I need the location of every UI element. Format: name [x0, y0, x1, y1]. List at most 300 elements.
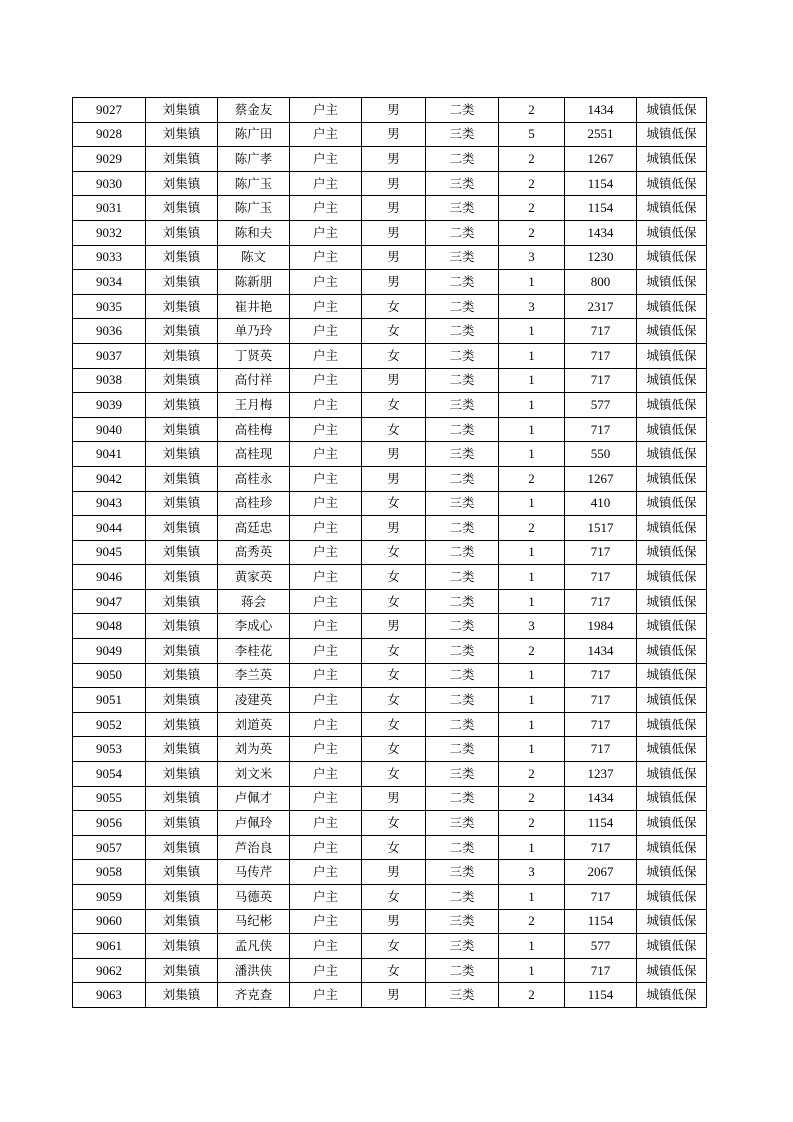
record-id-cell: 9046 [73, 565, 146, 590]
roster-table [72, 97, 707, 1008]
gender-cell: 男 [362, 171, 426, 196]
category-cell: 三类 [426, 909, 499, 934]
record-id-cell: 9032 [73, 220, 146, 245]
township-cell: 刘集镇 [146, 245, 218, 270]
amount-cell: 2317 [565, 294, 637, 319]
township-cell: 刘集镇 [146, 319, 218, 344]
gender-cell: 男 [362, 122, 426, 147]
township-cell: 刘集镇 [146, 171, 218, 196]
gender-cell: 女 [362, 811, 426, 836]
category-cell: 三类 [426, 196, 499, 221]
table-row [73, 639, 707, 664]
gender-cell: 女 [362, 712, 426, 737]
category-cell: 二类 [426, 220, 499, 245]
table-row [73, 589, 707, 614]
category-cell: 二类 [426, 147, 499, 172]
assistance-type-cell: 城镇低保 [637, 147, 707, 172]
name-cell: 单乃玲 [218, 319, 290, 344]
assistance-type-cell: 城镇低保 [637, 393, 707, 418]
amount-cell: 1434 [565, 786, 637, 811]
relation-cell: 户主 [290, 762, 362, 787]
assistance-type-cell: 城镇低保 [637, 466, 707, 491]
amount-cell: 1267 [565, 147, 637, 172]
category-cell: 二类 [426, 589, 499, 614]
table-row [73, 786, 707, 811]
table-row [73, 491, 707, 516]
category-cell: 三类 [426, 122, 499, 147]
name-cell: 卢佩才 [218, 786, 290, 811]
assistance-type-cell: 城镇低保 [637, 294, 707, 319]
roster-body [73, 98, 707, 1008]
table-row [73, 220, 707, 245]
category-cell: 二类 [426, 540, 499, 565]
amount-cell: 1154 [565, 171, 637, 196]
record-id-cell: 9058 [73, 860, 146, 885]
assistance-type-cell: 城镇低保 [637, 540, 707, 565]
table-row [73, 983, 707, 1008]
gender-cell: 女 [362, 343, 426, 368]
household-size-cell: 2 [499, 147, 565, 172]
category-cell: 二类 [426, 712, 499, 737]
relation-cell: 户主 [290, 983, 362, 1008]
household-size-cell: 1 [499, 368, 565, 393]
township-cell: 刘集镇 [146, 688, 218, 713]
amount-cell: 717 [565, 663, 637, 688]
amount-cell: 717 [565, 319, 637, 344]
category-cell: 二类 [426, 885, 499, 910]
category-cell: 二类 [426, 319, 499, 344]
gender-cell: 女 [362, 589, 426, 614]
household-size-cell: 2 [499, 196, 565, 221]
relation-cell: 户主 [290, 368, 362, 393]
gender-cell: 女 [362, 885, 426, 910]
assistance-type-cell: 城镇低保 [637, 171, 707, 196]
table-row [73, 860, 707, 885]
category-cell: 二类 [426, 737, 499, 762]
household-size-cell: 2 [499, 909, 565, 934]
table-row [73, 958, 707, 983]
gender-cell: 男 [362, 196, 426, 221]
table-row [73, 885, 707, 910]
category-cell: 二类 [426, 565, 499, 590]
table-row [73, 516, 707, 541]
name-cell: 凌建英 [218, 688, 290, 713]
gender-cell: 女 [362, 934, 426, 959]
relation-cell: 户主 [290, 442, 362, 467]
record-id-cell: 9061 [73, 934, 146, 959]
name-cell: 李成心 [218, 614, 290, 639]
table-row [73, 368, 707, 393]
table-row [73, 343, 707, 368]
assistance-type-cell: 城镇低保 [637, 786, 707, 811]
relation-cell: 户主 [290, 540, 362, 565]
name-cell: 马纪彬 [218, 909, 290, 934]
township-cell: 刘集镇 [146, 417, 218, 442]
gender-cell: 女 [362, 319, 426, 344]
record-id-cell: 9027 [73, 98, 146, 123]
record-id-cell: 9055 [73, 786, 146, 811]
assistance-type-cell: 城镇低保 [637, 491, 707, 516]
gender-cell: 男 [362, 270, 426, 295]
name-cell: 李桂花 [218, 639, 290, 664]
township-cell: 刘集镇 [146, 835, 218, 860]
table-row [73, 663, 707, 688]
record-id-cell: 9060 [73, 909, 146, 934]
assistance-type-cell: 城镇低保 [637, 958, 707, 983]
amount-cell: 1230 [565, 245, 637, 270]
record-id-cell: 9062 [73, 958, 146, 983]
household-size-cell: 1 [499, 688, 565, 713]
category-cell: 二类 [426, 958, 499, 983]
assistance-type-cell: 城镇低保 [637, 934, 707, 959]
amount-cell: 1434 [565, 639, 637, 664]
record-id-cell: 9050 [73, 663, 146, 688]
record-id-cell: 9035 [73, 294, 146, 319]
category-cell: 三类 [426, 934, 499, 959]
category-cell: 三类 [426, 245, 499, 270]
table-row [73, 614, 707, 639]
amount-cell: 717 [565, 712, 637, 737]
category-cell: 三类 [426, 762, 499, 787]
gender-cell: 女 [362, 688, 426, 713]
amount-cell: 2067 [565, 860, 637, 885]
name-cell: 高桂现 [218, 442, 290, 467]
table-row [73, 294, 707, 319]
name-cell: 马德英 [218, 885, 290, 910]
township-cell: 刘集镇 [146, 712, 218, 737]
relation-cell: 户主 [290, 319, 362, 344]
township-cell: 刘集镇 [146, 368, 218, 393]
category-cell: 二类 [426, 516, 499, 541]
record-id-cell: 9028 [73, 122, 146, 147]
name-cell: 刘为英 [218, 737, 290, 762]
amount-cell: 717 [565, 343, 637, 368]
relation-cell: 户主 [290, 860, 362, 885]
relation-cell: 户主 [290, 565, 362, 590]
assistance-type-cell: 城镇低保 [637, 270, 707, 295]
record-id-cell: 9031 [73, 196, 146, 221]
name-cell: 刘文米 [218, 762, 290, 787]
name-cell: 崔井艳 [218, 294, 290, 319]
relation-cell: 户主 [290, 466, 362, 491]
amount-cell: 717 [565, 565, 637, 590]
category-cell: 二类 [426, 343, 499, 368]
gender-cell: 男 [362, 860, 426, 885]
relation-cell: 户主 [290, 811, 362, 836]
township-cell: 刘集镇 [146, 442, 218, 467]
assistance-type-cell: 城镇低保 [637, 639, 707, 664]
record-id-cell: 9037 [73, 343, 146, 368]
relation-cell: 户主 [290, 171, 362, 196]
name-cell: 马传芹 [218, 860, 290, 885]
table-row [73, 417, 707, 442]
household-size-cell: 1 [499, 565, 565, 590]
relation-cell: 户主 [290, 245, 362, 270]
relation-cell: 户主 [290, 786, 362, 811]
amount-cell: 1517 [565, 516, 637, 541]
record-id-cell: 9063 [73, 983, 146, 1008]
assistance-type-cell: 城镇低保 [637, 909, 707, 934]
category-cell: 二类 [426, 688, 499, 713]
name-cell: 丁贤英 [218, 343, 290, 368]
township-cell: 刘集镇 [146, 98, 218, 123]
gender-cell: 女 [362, 639, 426, 664]
name-cell: 蔡金友 [218, 98, 290, 123]
name-cell: 蒋会 [218, 589, 290, 614]
record-id-cell: 9057 [73, 835, 146, 860]
household-size-cell: 3 [499, 294, 565, 319]
amount-cell: 1434 [565, 98, 637, 123]
assistance-type-cell: 城镇低保 [637, 98, 707, 123]
relation-cell: 户主 [290, 491, 362, 516]
table-row [73, 98, 707, 123]
household-size-cell: 1 [499, 343, 565, 368]
assistance-type-cell: 城镇低保 [637, 516, 707, 541]
township-cell: 刘集镇 [146, 958, 218, 983]
township-cell: 刘集镇 [146, 122, 218, 147]
household-size-cell: 1 [499, 934, 565, 959]
assistance-type-cell: 城镇低保 [637, 835, 707, 860]
assistance-type-cell: 城镇低保 [637, 196, 707, 221]
record-id-cell: 9042 [73, 466, 146, 491]
relation-cell: 户主 [290, 614, 362, 639]
gender-cell: 男 [362, 220, 426, 245]
assistance-type-cell: 城镇低保 [637, 983, 707, 1008]
record-id-cell: 9029 [73, 147, 146, 172]
gender-cell: 女 [362, 762, 426, 787]
household-size-cell: 2 [499, 811, 565, 836]
township-cell: 刘集镇 [146, 614, 218, 639]
assistance-type-cell: 城镇低保 [637, 565, 707, 590]
name-cell: 高桂永 [218, 466, 290, 491]
table-row [73, 466, 707, 491]
household-size-cell: 3 [499, 614, 565, 639]
township-cell: 刘集镇 [146, 343, 218, 368]
name-cell: 王月梅 [218, 393, 290, 418]
amount-cell: 717 [565, 368, 637, 393]
category-cell: 三类 [426, 491, 499, 516]
household-size-cell: 2 [499, 639, 565, 664]
amount-cell: 717 [565, 737, 637, 762]
township-cell: 刘集镇 [146, 589, 218, 614]
gender-cell: 男 [362, 442, 426, 467]
assistance-type-cell: 城镇低保 [637, 663, 707, 688]
category-cell: 三类 [426, 442, 499, 467]
relation-cell: 户主 [290, 122, 362, 147]
assistance-type-cell: 城镇低保 [637, 417, 707, 442]
relation-cell: 户主 [290, 294, 362, 319]
amount-cell: 410 [565, 491, 637, 516]
record-id-cell: 9048 [73, 614, 146, 639]
household-size-cell: 5 [499, 122, 565, 147]
name-cell: 陈广田 [218, 122, 290, 147]
household-size-cell: 1 [499, 885, 565, 910]
household-size-cell: 1 [499, 737, 565, 762]
household-size-cell: 1 [499, 663, 565, 688]
gender-cell: 男 [362, 786, 426, 811]
table-row [73, 147, 707, 172]
category-cell: 二类 [426, 663, 499, 688]
township-cell: 刘集镇 [146, 540, 218, 565]
table-row [73, 171, 707, 196]
township-cell: 刘集镇 [146, 491, 218, 516]
gender-cell: 女 [362, 393, 426, 418]
name-cell: 高付祥 [218, 368, 290, 393]
category-cell: 二类 [426, 614, 499, 639]
township-cell: 刘集镇 [146, 220, 218, 245]
table-row [73, 811, 707, 836]
amount-cell: 1154 [565, 983, 637, 1008]
name-cell: 陈和夫 [218, 220, 290, 245]
assistance-type-cell: 城镇低保 [637, 319, 707, 344]
record-id-cell: 9045 [73, 540, 146, 565]
relation-cell: 户主 [290, 885, 362, 910]
relation-cell: 户主 [290, 737, 362, 762]
household-size-cell: 2 [499, 220, 565, 245]
assistance-type-cell: 城镇低保 [637, 589, 707, 614]
gender-cell: 男 [362, 909, 426, 934]
township-cell: 刘集镇 [146, 516, 218, 541]
assistance-type-cell: 城镇低保 [637, 762, 707, 787]
assistance-type-cell: 城镇低保 [637, 343, 707, 368]
household-size-cell: 1 [499, 958, 565, 983]
name-cell: 黄家英 [218, 565, 290, 590]
record-id-cell: 9053 [73, 737, 146, 762]
township-cell: 刘集镇 [146, 762, 218, 787]
table-row [73, 540, 707, 565]
assistance-type-cell: 城镇低保 [637, 737, 707, 762]
household-size-cell: 2 [499, 466, 565, 491]
household-size-cell: 2 [499, 98, 565, 123]
record-id-cell: 9039 [73, 393, 146, 418]
name-cell: 芦治良 [218, 835, 290, 860]
category-cell: 二类 [426, 270, 499, 295]
name-cell: 孟凡侠 [218, 934, 290, 959]
amount-cell: 2551 [565, 122, 637, 147]
amount-cell: 717 [565, 589, 637, 614]
assistance-type-cell: 城镇低保 [637, 368, 707, 393]
amount-cell: 1237 [565, 762, 637, 787]
household-size-cell: 3 [499, 245, 565, 270]
relation-cell: 户主 [290, 934, 362, 959]
gender-cell: 男 [362, 147, 426, 172]
township-cell: 刘集镇 [146, 565, 218, 590]
township-cell: 刘集镇 [146, 786, 218, 811]
gender-cell: 女 [362, 294, 426, 319]
name-cell: 高廷忠 [218, 516, 290, 541]
category-cell: 二类 [426, 835, 499, 860]
township-cell: 刘集镇 [146, 466, 218, 491]
name-cell: 卢佩玲 [218, 811, 290, 836]
relation-cell: 户主 [290, 589, 362, 614]
assistance-type-cell: 城镇低保 [637, 860, 707, 885]
amount-cell: 717 [565, 688, 637, 713]
gender-cell: 女 [362, 540, 426, 565]
township-cell: 刘集镇 [146, 639, 218, 664]
amount-cell: 717 [565, 958, 637, 983]
record-id-cell: 9030 [73, 171, 146, 196]
amount-cell: 1267 [565, 466, 637, 491]
amount-cell: 717 [565, 540, 637, 565]
category-cell: 三类 [426, 393, 499, 418]
relation-cell: 户主 [290, 270, 362, 295]
gender-cell: 女 [362, 835, 426, 860]
table-row [73, 319, 707, 344]
table-row [73, 737, 707, 762]
household-size-cell: 1 [499, 835, 565, 860]
table-row [73, 245, 707, 270]
gender-cell: 男 [362, 466, 426, 491]
relation-cell: 户主 [290, 147, 362, 172]
table-row [73, 909, 707, 934]
township-cell: 刘集镇 [146, 934, 218, 959]
amount-cell: 1434 [565, 220, 637, 245]
name-cell: 陈文 [218, 245, 290, 270]
gender-cell: 男 [362, 983, 426, 1008]
household-size-cell: 2 [499, 983, 565, 1008]
name-cell: 陈广孝 [218, 147, 290, 172]
name-cell: 李兰英 [218, 663, 290, 688]
category-cell: 二类 [426, 98, 499, 123]
relation-cell: 户主 [290, 639, 362, 664]
township-cell: 刘集镇 [146, 811, 218, 836]
relation-cell: 户主 [290, 663, 362, 688]
record-id-cell: 9056 [73, 811, 146, 836]
gender-cell: 女 [362, 491, 426, 516]
record-id-cell: 9044 [73, 516, 146, 541]
township-cell: 刘集镇 [146, 147, 218, 172]
name-cell: 刘道英 [218, 712, 290, 737]
township-cell: 刘集镇 [146, 860, 218, 885]
assistance-type-cell: 城镇低保 [637, 885, 707, 910]
gender-cell: 女 [362, 663, 426, 688]
category-cell: 二类 [426, 639, 499, 664]
table-row [73, 196, 707, 221]
township-cell: 刘集镇 [146, 294, 218, 319]
household-size-cell: 1 [499, 491, 565, 516]
record-id-cell: 9059 [73, 885, 146, 910]
assistance-type-cell: 城镇低保 [637, 442, 707, 467]
assistance-type-cell: 城镇低保 [637, 811, 707, 836]
category-cell: 三类 [426, 811, 499, 836]
category-cell: 二类 [426, 417, 499, 442]
record-id-cell: 9043 [73, 491, 146, 516]
category-cell: 二类 [426, 368, 499, 393]
assistance-type-cell: 城镇低保 [637, 220, 707, 245]
household-size-cell: 1 [499, 540, 565, 565]
table-row [73, 934, 707, 959]
township-cell: 刘集镇 [146, 196, 218, 221]
amount-cell: 1154 [565, 811, 637, 836]
relation-cell: 户主 [290, 688, 362, 713]
gender-cell: 女 [362, 417, 426, 442]
table-row [73, 688, 707, 713]
amount-cell: 1154 [565, 909, 637, 934]
table-row [73, 762, 707, 787]
name-cell: 高桂珍 [218, 491, 290, 516]
township-cell: 刘集镇 [146, 885, 218, 910]
name-cell: 陈新朋 [218, 270, 290, 295]
household-size-cell: 1 [499, 417, 565, 442]
relation-cell: 户主 [290, 909, 362, 934]
amount-cell: 577 [565, 934, 637, 959]
amount-cell: 800 [565, 270, 637, 295]
table-row [73, 270, 707, 295]
household-size-cell: 3 [499, 860, 565, 885]
relation-cell: 户主 [290, 196, 362, 221]
household-size-cell: 1 [499, 393, 565, 418]
relation-cell: 户主 [290, 835, 362, 860]
